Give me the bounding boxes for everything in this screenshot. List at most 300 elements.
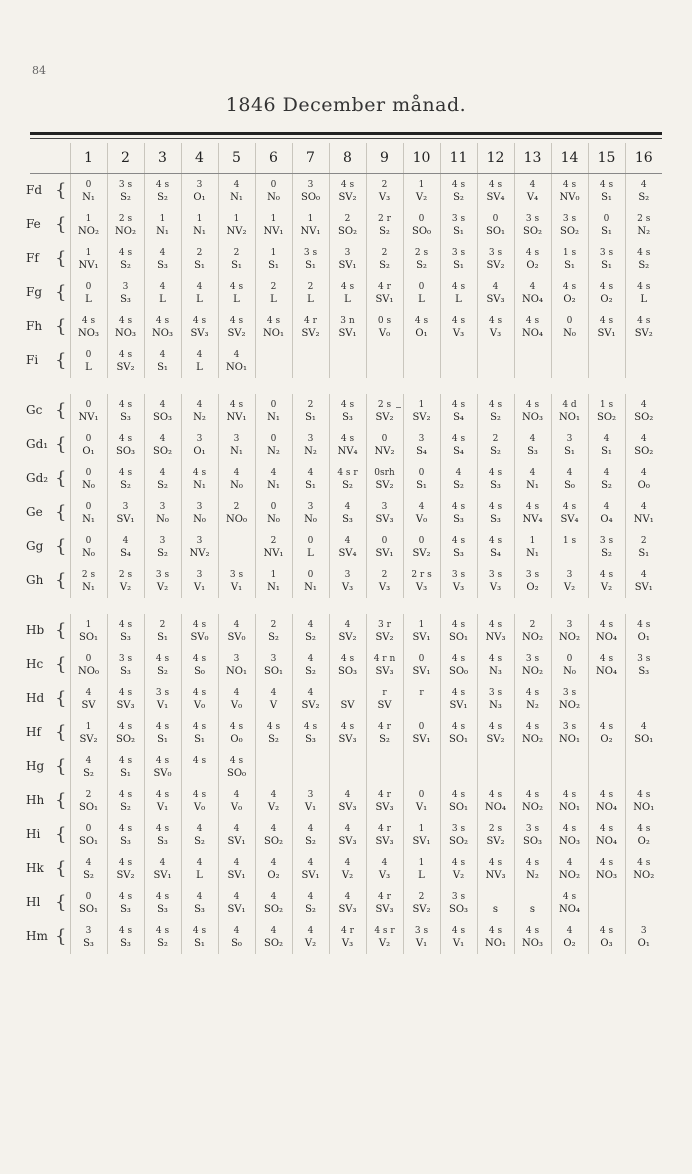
table-cell <box>329 394 366 428</box>
table-cell <box>70 462 107 496</box>
table-cell <box>403 818 440 852</box>
cell-cloud-value: 4 s <box>192 756 207 766</box>
row-label-cell <box>26 276 70 310</box>
day-header-11: 11 <box>440 143 477 174</box>
cell-cloud-value: 4 s <box>562 892 577 902</box>
row-label-cell <box>26 716 70 750</box>
cell-wind-value: NO₁ <box>226 666 247 677</box>
cell-wind-value: S₃ <box>120 904 131 915</box>
cell-wind-value: S₂ <box>305 836 316 847</box>
table-cell <box>366 716 403 750</box>
cell-cloud-value: 4 s <box>488 722 503 732</box>
cell-cloud-value: 4 s r <box>337 468 358 478</box>
row-label: Hm <box>26 929 48 943</box>
row-label: Hh <box>26 793 45 807</box>
table-row <box>30 682 662 716</box>
cell-cloud-value: 3 <box>566 434 573 444</box>
table-cell <box>218 428 255 462</box>
table-cell <box>440 716 477 750</box>
cell-cloud-value: 4 <box>233 926 240 936</box>
cell-wind-value: N₁ <box>230 192 243 203</box>
cell-cloud-value: 0 <box>85 536 92 546</box>
cell-wind-value: SO₃ <box>337 666 358 677</box>
cell-cloud-value: 0 <box>85 434 92 444</box>
cell-wind-value: NO₂ <box>522 802 543 813</box>
table-cell <box>551 784 588 818</box>
cell-cloud-value: 3 <box>307 434 314 444</box>
cell-cloud-value: 4 s <box>192 654 207 664</box>
cell-cloud-value <box>626 756 663 768</box>
table-cell <box>551 394 588 428</box>
header-rule-thick <box>30 132 662 135</box>
cell-wind-value: SV₁ <box>301 870 320 881</box>
table-cell <box>588 920 625 954</box>
cell-wind-value: SO₁ <box>78 632 99 643</box>
table-cell <box>144 886 181 920</box>
row-label: Gh <box>26 573 44 587</box>
table-cell <box>440 682 477 716</box>
row-label: Fe <box>26 217 41 231</box>
cell-wind-value: L <box>344 294 351 305</box>
cell-wind-value: S₂ <box>638 260 650 271</box>
table-cell <box>181 750 218 784</box>
cell-wind-value <box>441 362 477 374</box>
table-cell <box>181 394 218 428</box>
cell-wind-value: SV₂ <box>301 700 320 711</box>
day-header-1: 1 <box>70 143 107 174</box>
table-cell <box>218 530 255 564</box>
cell-wind-value: S₁ <box>564 446 575 457</box>
table-cell <box>292 496 329 530</box>
cell-wind-value: N₁ <box>193 480 206 491</box>
table-cell <box>588 242 625 276</box>
dash-mark <box>396 407 401 408</box>
cell-cloud-value: 2 s <box>118 570 133 580</box>
table-cell <box>255 886 292 920</box>
cell-wind-value: SV₃ <box>375 836 394 847</box>
cell-cloud-value: 0 <box>418 722 425 732</box>
cell-wind-value: S₂ <box>83 768 94 779</box>
cell-cloud-value: 4 s <box>451 858 466 868</box>
cell-cloud-value <box>404 756 440 768</box>
table-cell <box>625 530 662 564</box>
cell-wind-value: SO₁ <box>634 734 654 745</box>
cell-cloud-value: 4 <box>603 434 610 444</box>
cell-wind-value: S₁ <box>305 412 316 423</box>
group-gap-cell <box>30 598 662 614</box>
cell-cloud-value: 4 <box>159 282 166 292</box>
table-cell <box>144 276 181 310</box>
table-cell <box>255 462 292 496</box>
cell-cloud-value: 4 s <box>155 180 170 190</box>
table-cell <box>440 276 477 310</box>
table-cell <box>181 174 218 209</box>
table-cell <box>440 310 477 344</box>
cell-wind-value: SO₂ <box>115 734 136 745</box>
row-label: Hk <box>26 861 44 875</box>
table-cell <box>625 496 662 530</box>
cell-wind-value: SV₁ <box>153 870 172 881</box>
cell-wind-value: NO₀ <box>78 666 99 677</box>
table-cell <box>70 310 107 344</box>
cell-cloud-value: 1 <box>529 536 536 546</box>
cell-cloud-value: 2 <box>307 282 314 292</box>
cell-wind-value: NO₁ <box>559 802 580 813</box>
table-row <box>30 428 662 462</box>
cell-wind-value: NO₃ <box>78 328 99 339</box>
row-label-cell <box>26 530 70 564</box>
row-label-cell <box>26 818 70 852</box>
cell-wind-value: S₁ <box>638 548 650 559</box>
table-cell <box>514 784 551 818</box>
table-cell <box>70 682 107 716</box>
cell-cloud-value: 4 <box>344 536 351 546</box>
table-cell <box>255 852 292 886</box>
cell-wind-value: N₀ <box>156 514 169 525</box>
table-cell <box>292 784 329 818</box>
cell-cloud-value <box>626 688 663 700</box>
table-cell <box>218 462 255 496</box>
cell-wind-value: O₁ <box>637 938 650 949</box>
table-cell <box>403 750 440 784</box>
cell-cloud-value: 4 s <box>488 468 503 478</box>
cell-cloud-value: 4 s <box>562 180 577 190</box>
cell-wind-value: L <box>307 548 314 559</box>
table-row <box>30 242 662 276</box>
table-cell <box>514 852 551 886</box>
cell-wind-value: SO₂ <box>634 412 654 423</box>
table-cell <box>70 750 107 784</box>
cell-cloud-value: 3 s <box>451 248 466 258</box>
cell-cloud-value <box>589 688 625 700</box>
cell-wind-value: SV₃ <box>375 904 394 915</box>
table-cell <box>588 530 625 564</box>
cell-cloud-value: 1 <box>418 620 425 630</box>
cell-cloud-value: 4 <box>529 434 536 444</box>
table-cell <box>514 750 551 784</box>
table-cell <box>255 784 292 818</box>
cell-cloud-value: 4 <box>85 858 92 868</box>
brace-icon: { <box>55 570 67 591</box>
cell-wind-value: S₂ <box>305 632 316 643</box>
cell-cloud-value: 4 <box>344 858 351 868</box>
cell-wind-value: S₁ <box>305 480 316 491</box>
cell-cloud-value: 3 s <box>525 214 540 224</box>
table-cell <box>292 462 329 496</box>
table-cell <box>551 310 588 344</box>
table-cell <box>329 886 366 920</box>
cell-cloud-value: 3 <box>159 502 166 512</box>
table-cell <box>440 564 477 598</box>
cell-wind-value: O₂ <box>526 582 539 593</box>
cell-cloud-value: 4 s <box>118 824 133 834</box>
cell-cloud-value: 4 <box>270 688 277 698</box>
cell-wind-value: NO₄ <box>596 666 617 677</box>
table-cell <box>70 784 107 818</box>
brace-icon: { <box>55 350 67 371</box>
table-cell <box>477 242 514 276</box>
cell-cloud-value: 4 s <box>451 434 466 444</box>
table-cell <box>440 174 477 209</box>
table-cell <box>292 276 329 310</box>
cell-cloud-value: 2 r <box>378 214 391 224</box>
cell-cloud-value: 4 s <box>229 756 244 766</box>
cell-wind-value: V₀ <box>193 802 206 813</box>
brace-icon: { <box>55 468 67 489</box>
cell-wind-value: NV₁ <box>78 260 99 271</box>
cell-wind-value <box>404 362 440 374</box>
cell-cloud-value: 1 <box>270 248 277 258</box>
cell-wind-value <box>589 362 625 374</box>
cell-cloud-value: 3 r <box>378 620 391 630</box>
cell-cloud-value: 1 <box>270 570 277 580</box>
table-cell <box>218 344 255 378</box>
cell-cloud-value: 4 <box>307 620 314 630</box>
cell-wind-value: N₁ <box>526 548 539 559</box>
table-cell <box>588 310 625 344</box>
cell-wind-value: N₂ <box>526 700 539 711</box>
table-cell <box>403 462 440 496</box>
table-cell <box>218 208 255 242</box>
table-row <box>30 750 662 784</box>
row-label: Fd <box>26 183 43 197</box>
table-cell <box>107 648 144 682</box>
table-cell <box>588 208 625 242</box>
cell-cloud-value: 0 <box>492 214 499 224</box>
row-label-cell <box>26 462 70 496</box>
brace-icon: { <box>55 858 67 879</box>
table-cell <box>292 394 329 428</box>
table-cell <box>329 242 366 276</box>
cell-wind-value: S₁ <box>453 226 464 237</box>
cell-wind-value: SV₀ <box>190 632 209 643</box>
cell-cloud-value: 2 s <box>377 400 392 410</box>
table-cell <box>292 242 329 276</box>
row-label: Hd <box>26 691 45 705</box>
cell-cloud-value: 3 s <box>525 824 540 834</box>
cell-cloud-value: 4 s <box>192 688 207 698</box>
table-cell <box>181 428 218 462</box>
cell-cloud-value: 3 <box>566 570 573 580</box>
table-cell <box>292 310 329 344</box>
table-cell <box>144 174 181 209</box>
cell-wind-value: SV₃ <box>338 802 357 813</box>
cell-cloud-value: 3 s <box>562 688 577 698</box>
cell-cloud-value: 4 s <box>525 316 540 326</box>
cell-wind-value: SV₃ <box>375 666 394 677</box>
cell-cloud-value: 2 s <box>637 214 651 224</box>
cell-wind-value: S₃ <box>453 514 464 525</box>
table-cell <box>218 394 255 428</box>
cell-wind-value: L <box>455 294 462 305</box>
table-cell <box>329 920 366 954</box>
cell-cloud-value: 4 s <box>192 620 207 630</box>
cell-cloud-value <box>404 350 440 362</box>
table-cell <box>292 208 329 242</box>
cell-cloud-value: 4 s <box>118 858 133 868</box>
cell-wind-value <box>330 362 366 374</box>
cell-cloud-value: 4 s <box>340 434 355 444</box>
cell-wind-value: S₁ <box>120 768 131 779</box>
table-cell <box>218 614 255 648</box>
table-cell <box>625 648 662 682</box>
table-cell <box>144 428 181 462</box>
cell-wind-value: NV₂ <box>189 548 210 559</box>
row-label: Hl <box>26 895 41 909</box>
cell-wind-value <box>404 700 440 712</box>
cell-cloud-value: 4 <box>640 502 647 512</box>
cell-cloud-value: 4 <box>270 468 277 478</box>
cell-wind-value: SV₂ <box>338 632 357 643</box>
cell-cloud-value <box>478 350 514 362</box>
cell-cloud-value: 4 <box>344 824 351 834</box>
cell-wind-value: SV₄ <box>338 548 357 559</box>
cell-wind-value: SO₁ <box>263 666 284 677</box>
table-cell <box>625 276 662 310</box>
cell-wind-value <box>256 768 292 780</box>
cell-cloud-value: 2 <box>492 434 499 444</box>
cell-wind-value: NO₁ <box>226 362 247 373</box>
row-label: Fg <box>26 285 43 299</box>
table-cell <box>144 564 181 598</box>
cell-wind-value: S₃ <box>342 514 353 525</box>
cell-cloud-value: 4 <box>529 282 536 292</box>
table-row <box>30 852 662 886</box>
page-title: 1846 December månad. <box>225 94 467 116</box>
cell-wind-value: V₄ <box>526 192 539 203</box>
cell-wind-value: L <box>307 294 314 305</box>
table-cell <box>292 920 329 954</box>
cell-cloud-value: 4 s <box>340 282 355 292</box>
cell-wind-value: NO₂ <box>522 632 543 643</box>
cell-wind-value: S₂ <box>157 938 168 949</box>
cell-wind-value: SO₂ <box>337 226 358 237</box>
table-cell <box>625 344 662 378</box>
cell-wind-value: S₁ <box>564 260 575 271</box>
cell-cloud-value: 0 s <box>377 316 392 326</box>
table-cell <box>181 920 218 954</box>
table-cell <box>329 208 366 242</box>
table-cell <box>70 242 107 276</box>
table-cell <box>440 648 477 682</box>
cell-wind-value <box>367 768 403 780</box>
table-cell <box>366 648 403 682</box>
cell-wind-value: S₃ <box>120 412 131 423</box>
table-cell <box>477 818 514 852</box>
table-cell <box>292 530 329 564</box>
cell-cloud-value: 2 <box>529 620 536 630</box>
table-cell <box>144 614 181 648</box>
brace-icon: { <box>55 824 67 845</box>
brace-icon: { <box>55 654 67 675</box>
table-cell <box>366 174 403 209</box>
cell-wind-value: S₂ <box>601 548 612 559</box>
cell-cloud-value <box>256 350 292 362</box>
day-header-14: 14 <box>551 143 588 174</box>
cell-wind-value: S₁ <box>231 260 242 271</box>
cell-cloud-value: 2 r s <box>411 570 432 580</box>
cell-wind-value: V₁ <box>304 802 317 813</box>
table-cell <box>514 310 551 344</box>
table-cell <box>107 344 144 378</box>
cell-cloud-value: 2 <box>85 790 92 800</box>
cell-wind-value: SV₃ <box>338 734 357 745</box>
cell-wind-value: V₀ <box>378 328 391 339</box>
cell-wind-value: N₁ <box>82 582 95 593</box>
cell-cloud-value <box>589 756 625 768</box>
cell-wind-value: SV₃ <box>338 836 357 847</box>
table-row <box>30 344 662 378</box>
row-label: Fi <box>26 353 39 367</box>
cell-wind-value: NV₂ <box>226 226 247 237</box>
table-cell <box>255 614 292 648</box>
table-cell <box>218 496 255 530</box>
table-cell <box>588 852 625 886</box>
cell-wind-value: S₃ <box>490 514 501 525</box>
cell-cloud-value: 4 r <box>378 790 391 800</box>
cell-wind-value: S₁ <box>601 226 612 237</box>
table-cell <box>255 682 292 716</box>
row-label-cell <box>26 394 70 428</box>
table-cell <box>181 818 218 852</box>
cell-wind-value: N₁ <box>82 192 95 203</box>
table-row <box>30 208 662 242</box>
cell-cloud-value: 4 <box>603 502 610 512</box>
cell-cloud-value: 4 s <box>451 926 466 936</box>
cell-wind-value: NO₄ <box>559 904 580 915</box>
cell-cloud-value: 4 s <box>637 248 651 258</box>
table-cell <box>366 886 403 920</box>
table-cell <box>255 242 292 276</box>
cell-wind-value: NV₁ <box>226 412 247 423</box>
table-cell <box>403 886 440 920</box>
cell-wind-value: L <box>159 294 166 305</box>
cell-cloud-value: 0 <box>270 434 277 444</box>
table-cell <box>218 564 255 598</box>
cell-wind-value: NV₁ <box>78 412 99 423</box>
cell-wind-value: V₂ <box>156 582 169 593</box>
cell-wind-value: S₄ <box>490 548 501 559</box>
table-cell <box>218 648 255 682</box>
cell-cloud-value: 4 <box>233 180 240 190</box>
table-cell <box>255 920 292 954</box>
cell-cloud-value: 4 <box>307 824 314 834</box>
cell-wind-value: V₂ <box>415 192 428 203</box>
cell-cloud-value: 3 s <box>118 180 133 190</box>
cell-wind-value: SV₂ <box>634 328 653 339</box>
cell-wind-value: s <box>529 904 536 915</box>
cell-wind-value: S₂ <box>379 734 390 745</box>
table-cell <box>440 784 477 818</box>
table-cell <box>218 716 255 750</box>
table-cell <box>255 564 292 598</box>
table-cell <box>625 428 662 462</box>
cell-wind-value: S₃ <box>120 836 131 847</box>
cell-cloud-value: 4 r <box>304 316 317 326</box>
cell-cloud-value: 4 <box>640 570 647 580</box>
cell-wind-value: S₀ <box>564 480 575 491</box>
cell-wind-value: SO₀ <box>448 666 469 677</box>
cell-cloud-value <box>626 892 663 904</box>
table-cell <box>292 428 329 462</box>
table-cell <box>366 462 403 496</box>
cell-wind-value: S₁ <box>194 938 205 949</box>
cell-cloud-value: 4 r <box>378 282 391 292</box>
cell-cloud-value: 4 <box>603 468 610 478</box>
cell-cloud-value: 4 <box>85 688 92 698</box>
brace-icon: { <box>55 248 67 269</box>
cell-wind-value: V₂ <box>563 582 576 593</box>
